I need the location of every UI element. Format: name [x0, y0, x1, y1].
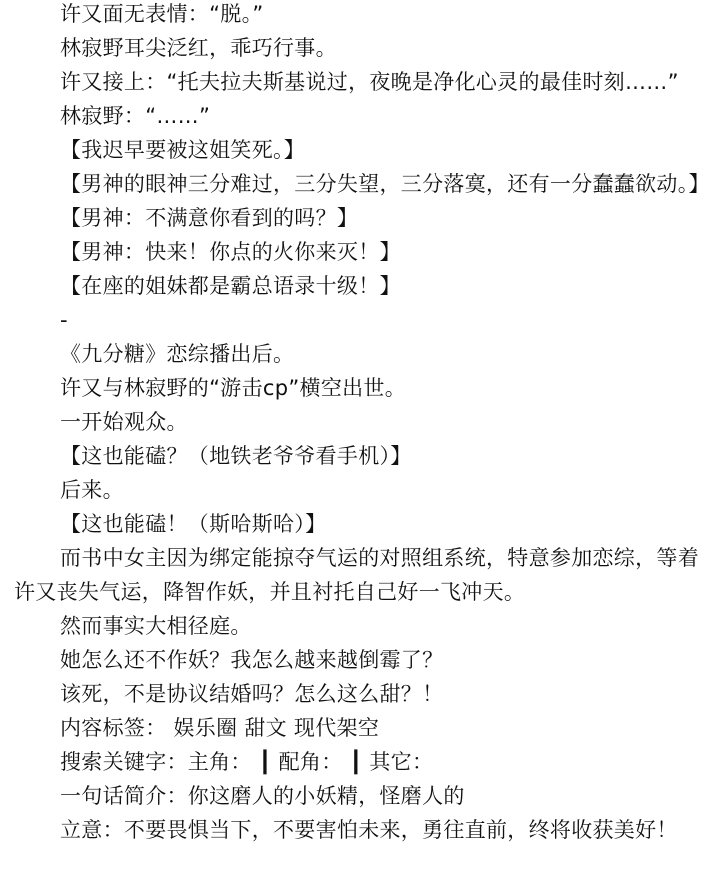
paragraph: 【男神：快来！你点的火你来灭！】 — [60, 240, 401, 264]
paragraph: 而书中女主因为绑定能掠夺气运的对照组系统，特意参加恋综，等着许又丧失气运，降智作妖，并且衬托自己好一飞冲天。 — [14, 546, 699, 604]
paragraph: 一开始观众。 — [60, 410, 188, 434]
paragraph: 【在座的姐妹都是霸总语录十级！】 — [60, 274, 401, 298]
theme-statement: 立意：不要畏惧当下，不要害怕未来，勇往直前，终将收获美好！ — [60, 818, 678, 842]
paragraph: 该死，不是协议结婚吗？怎么这么甜？！ — [60, 682, 444, 706]
paragraph: 后来。 — [60, 478, 124, 502]
paragraph: 《九分糖》恋综播出后。 — [60, 342, 295, 366]
paragraph: 然而事实大相径庭。 — [60, 614, 252, 638]
content-tags: 内容标签： 娱乐圈 甜文 现代架空 — [60, 716, 380, 740]
paragraph: 【男神的眼神三分难过，三分失望，三分落寞，还有一分蠢蠢欲动。】 — [60, 172, 710, 196]
paragraph: 林寂野：“……” — [60, 104, 211, 128]
paragraph: 【这也能磕？（地铁老爷爷看手机）】 — [60, 444, 412, 468]
paragraph: 许又面无表情：“脱。” — [60, 2, 264, 26]
section-divider: - — [60, 308, 68, 332]
paragraph: 她怎么还不作妖？我怎么越来越倒霉了？ — [60, 648, 444, 672]
paragraph: 【我迟早要被这姐笑死。】 — [60, 138, 306, 162]
search-keywords: 搜索关键字：主角： ┃ 配角： ┃ 其它： — [60, 750, 434, 774]
one-line-summary: 一句话简介：你这磨人的小妖精，怪磨人的 — [60, 784, 465, 808]
paragraph: 许又接上：“托夫拉夫斯基说过，夜晚是净化心灵的最佳时刻……” — [60, 70, 679, 94]
paragraph: 许又与林寂野的“游击cp”横空出世。 — [60, 376, 407, 400]
paragraph: 【这也能磕！（斯哈斯哈）】 — [60, 512, 327, 536]
paragraph: 林寂野耳尖泛红，乖巧行事。 — [60, 36, 337, 60]
paragraph: 【男神：不满意你看到的吗？】 — [60, 206, 359, 230]
